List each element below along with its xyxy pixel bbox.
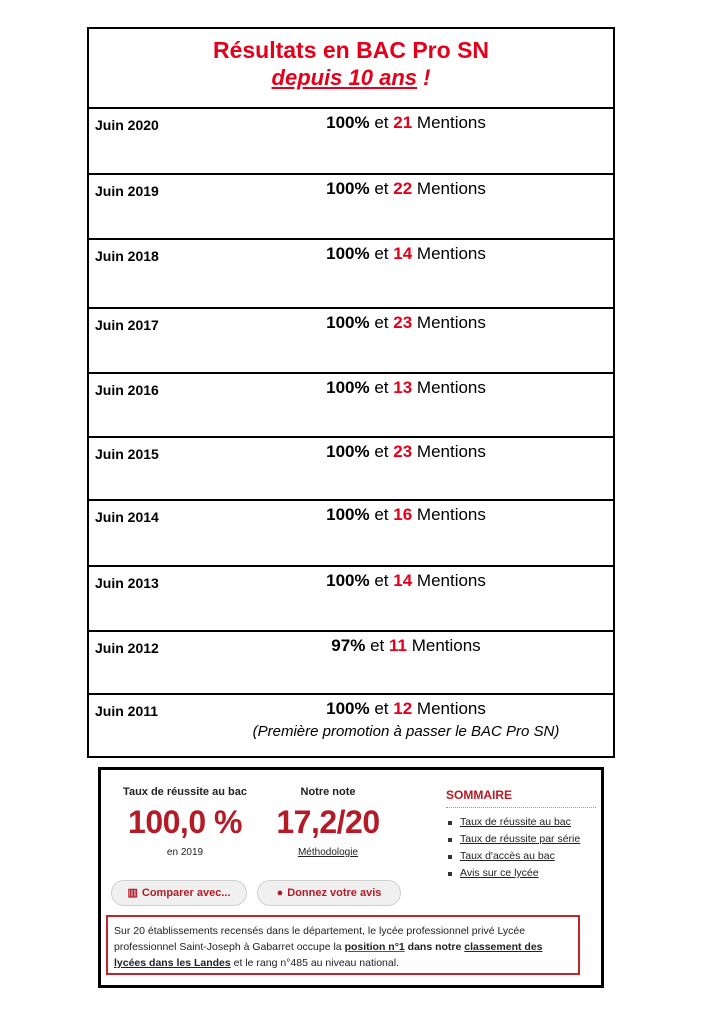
success-percent: 100% bbox=[326, 179, 370, 198]
summary-list bbox=[446, 814, 596, 882]
mentions-word: Mentions bbox=[416, 505, 486, 524]
row-year: Juin 2018 bbox=[95, 248, 159, 264]
compare-button-label: Comparer avec... bbox=[141, 887, 231, 899]
result-row bbox=[89, 109, 613, 175]
results-title: Résultats en BAC Pro SN bbox=[212, 37, 490, 63]
result-row bbox=[89, 632, 613, 695]
success-percent: 100% bbox=[326, 313, 370, 332]
and-word: et bbox=[374, 113, 389, 132]
row-year: Juin 2011 bbox=[95, 703, 159, 719]
success-percent: 100% bbox=[326, 442, 370, 461]
row-year: Juin 2019 bbox=[95, 183, 159, 199]
subtitle-suffix: ! bbox=[417, 65, 431, 90]
row-year: Juin 2014 bbox=[95, 509, 159, 525]
summary-item[interactable]: Taux de réussite au bac bbox=[446, 814, 596, 831]
compare-icon: ▥ bbox=[127, 887, 138, 899]
mentions-word: Mentions bbox=[416, 442, 486, 461]
mentions-word: Mentions bbox=[416, 113, 486, 132]
success-rate-label: Taux de réussite au bac bbox=[123, 786, 247, 798]
row-result bbox=[89, 378, 613, 398]
mentions-count: 13 bbox=[393, 378, 413, 397]
results-header bbox=[89, 29, 613, 109]
row-result bbox=[89, 313, 613, 333]
and-word: et bbox=[374, 378, 389, 397]
success-percent: 100% bbox=[326, 505, 370, 524]
result-row bbox=[89, 438, 613, 501]
row-year: Juin 2013 bbox=[95, 575, 159, 591]
and-word: et bbox=[374, 442, 389, 461]
results-table bbox=[87, 27, 615, 758]
row-year: Juin 2015 bbox=[95, 446, 159, 462]
summary-title: SOMMAIRE bbox=[446, 788, 596, 808]
success-rate-year: en 2019 bbox=[166, 847, 204, 858]
mentions-word: Mentions bbox=[416, 571, 486, 590]
success-percent: 97% bbox=[331, 636, 366, 655]
row-result bbox=[89, 244, 613, 264]
subtitle-underlined: depuis 10 ans bbox=[271, 65, 418, 90]
row-result bbox=[89, 636, 613, 656]
and-word: et bbox=[374, 505, 389, 524]
mentions-word: Mentions bbox=[411, 636, 481, 655]
review-button-label: Donnez votre avis bbox=[287, 887, 382, 899]
and-word: et bbox=[374, 699, 389, 718]
row-result bbox=[89, 699, 613, 719]
ranking-text: Sur 20 établissements recensés dans le département, le lycée professionnel privé Lycée professionnel Saint-Joseph à Gabarret occupe la position n°1 dans notre classement des lycées dans les Landes et le rang n°485 au niveau national. bbox=[106, 915, 580, 975]
mentions-count: 11 bbox=[388, 636, 407, 655]
result-row bbox=[89, 309, 613, 374]
mentions-word: Mentions bbox=[416, 699, 486, 718]
and-word: et bbox=[374, 244, 389, 263]
success-percent: 100% bbox=[326, 571, 370, 590]
success-rate-stat bbox=[115, 786, 255, 858]
row-year: Juin 2017 bbox=[95, 317, 159, 333]
row-year: Juin 2012 bbox=[95, 640, 159, 656]
mentions-word: Mentions bbox=[416, 244, 486, 263]
mentions-word: Mentions bbox=[416, 378, 486, 397]
mentions-count: 22 bbox=[393, 179, 413, 198]
and-word: et bbox=[374, 313, 389, 332]
row-year: Juin 2016 bbox=[95, 382, 159, 398]
success-percent: 100% bbox=[326, 378, 370, 397]
row-result bbox=[89, 571, 613, 591]
success-percent: 100% bbox=[326, 244, 370, 263]
results-rows bbox=[89, 109, 613, 760]
result-row bbox=[89, 240, 613, 309]
mentions-count: 14 bbox=[393, 571, 413, 590]
row-note: (Première promotion à passer le BAC Pro SN) bbox=[252, 723, 560, 740]
mentions-word: Mentions bbox=[416, 313, 486, 332]
grade-stat bbox=[263, 786, 393, 858]
row-year: Juin 2020 bbox=[95, 117, 159, 133]
mentions-count: 14 bbox=[393, 244, 413, 263]
summary-panel bbox=[446, 788, 596, 882]
result-row bbox=[89, 501, 613, 567]
mentions-count: 16 bbox=[393, 505, 413, 524]
and-word: et bbox=[374, 571, 389, 590]
mentions-count: 23 bbox=[393, 442, 413, 461]
grade-label: Notre note bbox=[300, 786, 356, 798]
result-row bbox=[89, 175, 613, 240]
methodology-link[interactable]: Méthodologie bbox=[297, 847, 359, 858]
summary-item[interactable]: Taux de réussite par série bbox=[446, 831, 596, 848]
success-percent: 100% bbox=[326, 113, 370, 132]
row-result bbox=[89, 505, 613, 525]
success-percent: 100% bbox=[326, 699, 370, 718]
compare-button[interactable] bbox=[111, 880, 247, 906]
success-rate-value: 100,0 % bbox=[128, 804, 242, 840]
result-row bbox=[89, 374, 613, 438]
mentions-count: 21 bbox=[393, 113, 413, 132]
comment-icon: ● bbox=[276, 887, 284, 899]
ranking-position: position n°1 bbox=[344, 941, 405, 953]
row-result bbox=[89, 179, 613, 199]
and-word: et bbox=[374, 179, 389, 198]
results-subtitle bbox=[89, 64, 613, 92]
and-word: et bbox=[370, 636, 385, 655]
result-row bbox=[89, 695, 613, 760]
review-button[interactable] bbox=[257, 880, 401, 906]
mentions-count: 12 bbox=[393, 699, 413, 718]
summary-item[interactable]: Taux d'accès au bac bbox=[446, 848, 596, 865]
ranking-link[interactable]: classement des lycées dans les Landes bbox=[114, 941, 543, 969]
row-result bbox=[89, 442, 613, 462]
grade-value: 17,2/20 bbox=[276, 804, 380, 840]
school-ranking-widget bbox=[98, 767, 604, 988]
row-result bbox=[89, 113, 613, 133]
result-row bbox=[89, 567, 613, 632]
mentions-word: Mentions bbox=[416, 179, 486, 198]
mentions-count: 23 bbox=[393, 313, 413, 332]
summary-item[interactable]: Avis sur ce lycée bbox=[446, 865, 596, 882]
